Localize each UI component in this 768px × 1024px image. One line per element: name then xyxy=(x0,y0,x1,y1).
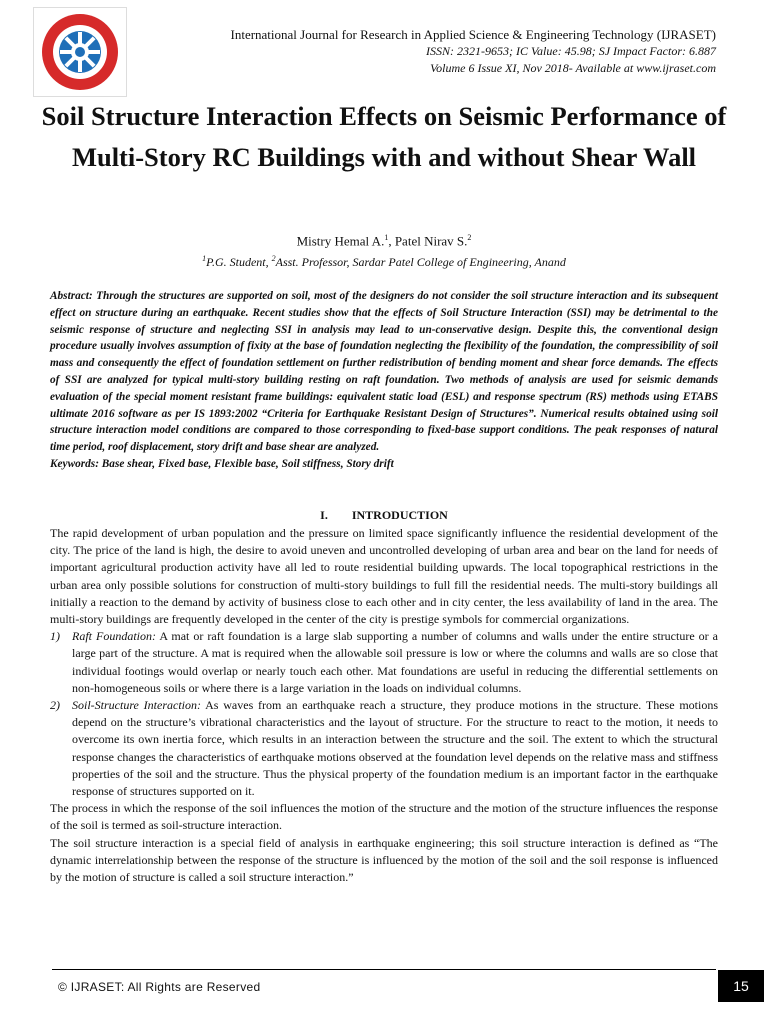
author-2: Patel Nirav S. xyxy=(394,233,468,249)
intro-paragraph-2: The process in which the response of the soil influences the motion of the structure and the motion of the structure influences the response of the soil is termed as soil-structure interaction. xyxy=(50,801,718,833)
author-1-sup: 1 xyxy=(384,233,389,242)
list-number: 2) xyxy=(50,698,60,713)
list-item-heading: Raft Foundation: xyxy=(72,629,157,644)
journal-logo xyxy=(33,7,127,97)
section-heading xyxy=(0,508,768,523)
list-number: 1) xyxy=(50,629,60,644)
body-text xyxy=(50,525,718,886)
journal-header xyxy=(231,26,717,77)
affiliation xyxy=(0,254,768,270)
intro-paragraph-3: The soil structure interaction is a special field of analysis in earthquake engineering; this soil structure interaction is defined as “The dynamic interrelationship between the response of the structure is influenced by the motion of the soil and the soil response is influenced by the motion of structure is called a soil structure interaction.” xyxy=(50,835,718,885)
list-item-text: A mat or raft foundation is a large slab supporting a number of columns and walls under the entire structure or a large part of the structure. A mat is required when the allowable soil pressure is low or where the columns and walls are so close that individual footings would overlap or nearly touch each other. Mat foundations are useful in reducing the differential settlements on non-homogeneous soils or where there is a large variation in the loads on individual columns. xyxy=(72,629,718,695)
affil-part-2: Asst. Professor, Sardar Patel College of Engineering, Anand xyxy=(275,255,566,269)
list-item-heading: Soil-Structure Interaction: xyxy=(72,698,201,713)
affil-part-1: P.G. Student, xyxy=(206,255,272,269)
page-number: 15 xyxy=(718,970,764,1002)
author-2-sup: 2 xyxy=(467,233,472,242)
author-separator: , xyxy=(388,233,395,249)
intro-paragraph-1: The rapid development of urban population and the pressure on limited space significantly influence the residential development of the city. The price of the land is high, the desire to avoid uneven and uncontrolled developing of urban area and bear on the land for needs of important agricultural production activity have all led to route residential building upwards. The local topographical restrictions in the urban area only possible solutions for construction of multi-story buildings to full fill the residential needs. The multi-story buildings all initially a reaction to the demand by activity of business close to each other and in city center, the less availability of land in the area. The multi-story buildings are frequently developed in the center of the city is prestige symbols for commercial organizations. xyxy=(50,526,718,627)
authors xyxy=(0,233,768,249)
list-item-ssi xyxy=(50,697,718,800)
ijraset-seal-icon xyxy=(34,8,126,96)
issn-line: ISSN: 2321-9653; IC Value: 45.98; SJ Impact Factor: 6.887 xyxy=(426,44,716,58)
volume-line: Volume 6 Issue XI, Nov 2018- Available at www.ijraset.com xyxy=(430,61,716,75)
affil-sup-1: 1 xyxy=(202,254,207,263)
list-item-text: As waves from an earthquake reach a structure, they produce motions in the structure. These motions depend on the structure’s vibrational characteristics and the layout of structure. For the structure to react to the motion, it needs to overcome its own inertia force, which results in an interaction between the structure and the soil. The extent to which the structural response changes the characteristics of earthquake motions observed at the foundation level depends on the relative mass and stiffness properties of the soil and the structure. Thus the physical property of the foundation medium is an important factor in the earthquake response of structures supported on it. xyxy=(72,698,719,799)
list-item-raft xyxy=(50,628,718,697)
affil-sup-2: 2 xyxy=(271,254,276,263)
footer-divider xyxy=(52,969,716,970)
paper-title: Soil Structure Interaction Effects on Seismic Performance of Multi-Story RC Buildings with and without Shear Wall xyxy=(41,101,727,172)
keywords: Keywords: Base shear, Fixed base, Flexible base, Soil stiffness, Story drift xyxy=(50,457,394,470)
copyright-notice: © IJRASET: All Rights are Reserved xyxy=(58,980,261,994)
abstract-block xyxy=(50,288,718,473)
abstract-text: Abstract: Through the structures are supported on soil, most of the designers do not consider the soil structure interaction and its subsequent effect on structure during an earthquake. Recent studies show that the effects of Soil Structure Interaction (SSI) may be detrimental to the seismic response of structure and neglecting SSI in analysis may lead to un-conservative design. Despite this, the conventional design procedure usually involves assumption of fixity at the base of foundation neglecting the flexibility of the foundation, the compressibility of soil mass and consequently the effect of foundation settlement on further redistribution of bending moment and shear force demands. The effects of SSI are analyzed for typical multi-story building resting on raft foundation. Two methods of analysis are used for seismic demands evaluation of the special moment resistant frame buildings: equivalent static load (ESL) and response spectrum (RS) methods using ETABS ultimate 2016 software as per IS 1893:2002 “Criteria for Earthquake Resistant Design of Structures”. Numerical results obtained using soil structure interaction model conditions are compared to those corresponding to fixed-base support conditions. The peak responses of natural time period, roof displacement, story drift and base shear are analyzed. xyxy=(50,290,718,454)
journal-name: International Journal for Research in Applied Science & Engineering Technology (IJRASET) xyxy=(230,27,716,42)
author-1: Mistry Hemal A. xyxy=(296,233,385,249)
section-title: INTRODUCTION xyxy=(351,508,448,522)
section-number: I. xyxy=(320,508,328,522)
